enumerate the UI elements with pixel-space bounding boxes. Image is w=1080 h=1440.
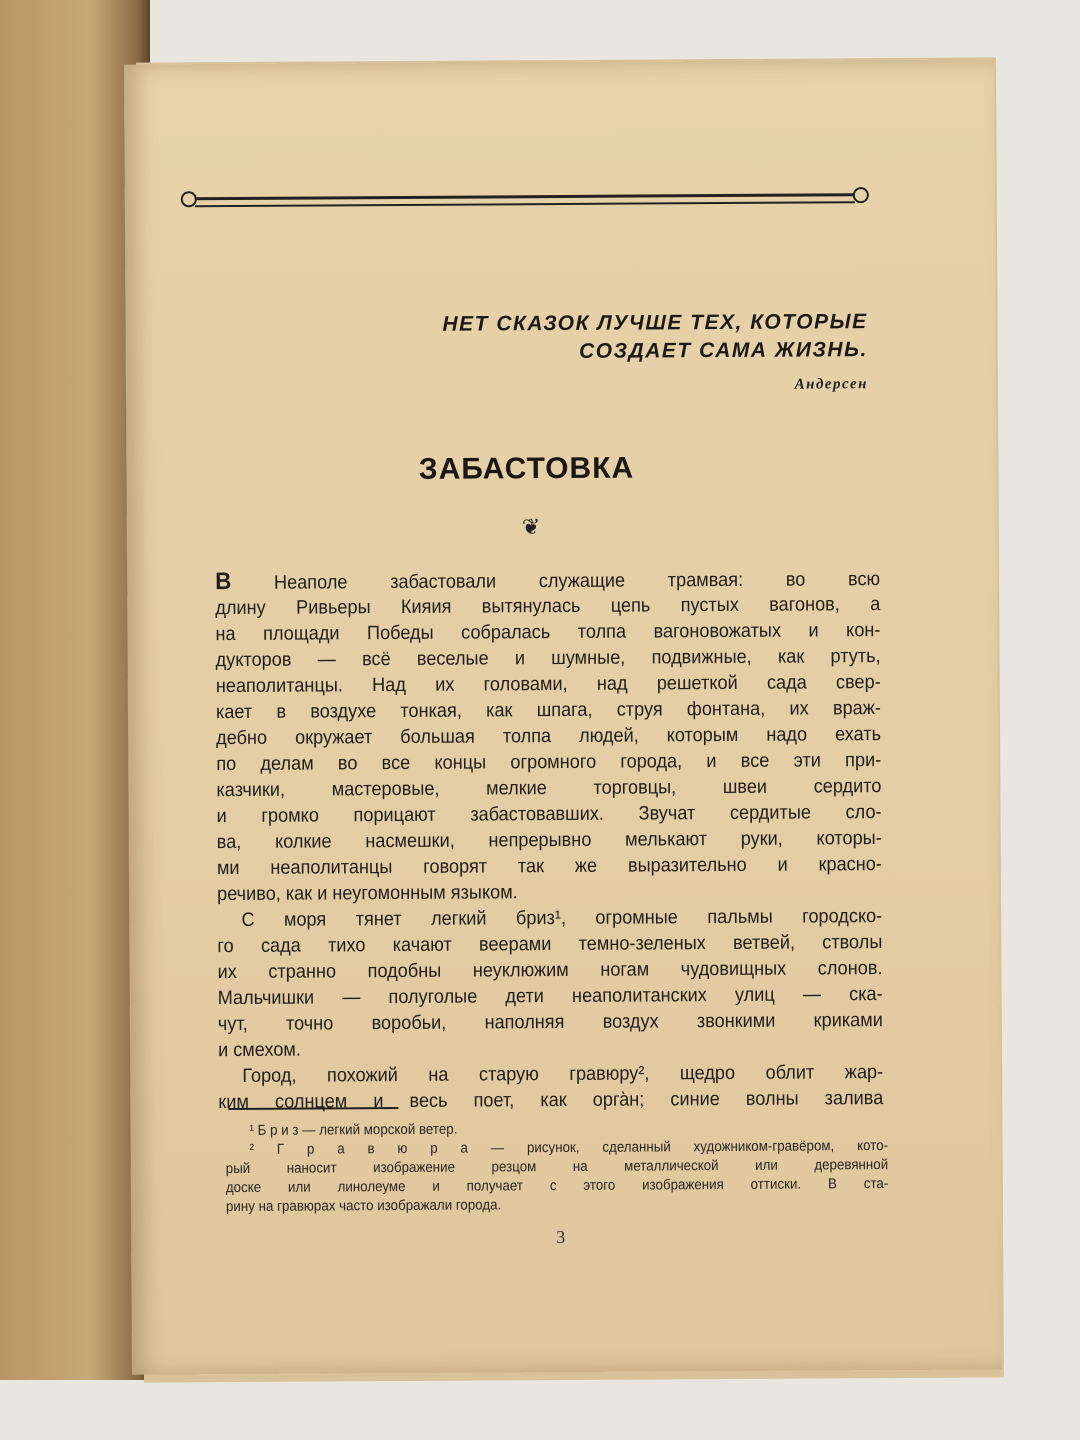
footnotes [225, 1118, 889, 1217]
text-line: дебно окружает большая толпа людей, которым надо ехать [216, 723, 882, 750]
text-line: по делам во все концы огромного города, и все эти при- [216, 749, 882, 776]
text-line: ким солнцем и весь поет, как орга̀н; синие волны залива [218, 1087, 884, 1114]
text-line: чут, точно воробьи, наполняя воздух звонкими криками [217, 1009, 883, 1036]
text-line: Город, похожий на старую гравюру², щедро облит жар- [242, 1061, 884, 1087]
epigraph-line: НЕТ СКАЗОК ЛУЧШЕ ТЕХ, КОТОРЫЕ [442, 310, 868, 336]
text-line: их странно подобны неуклюжим ногам чудовищных слонов. [217, 957, 883, 984]
drop-cap: В [215, 568, 232, 596]
text-line: казчики, мастеровые, мелкие торговцы, швеи сердито [216, 775, 882, 802]
text-line: на площади Победы собралась толпа вагоновожатых и кон- [215, 619, 881, 646]
epigraph-line: СОЗДАЕТ САМА ЖИЗНЬ. [578, 338, 868, 363]
text-line: ми неаполитанцы говорят так же выразительно и красно- [216, 853, 882, 880]
text-line: Мальчишки — полуголые дети неаполитанских улиц — ска- [217, 983, 883, 1010]
text-line: длину Ривьеры Кияия вытянулась цепь пустых вагонов, а [215, 593, 881, 620]
footnote-line: ¹ Б р и з — легкий морской ветер. [249, 1121, 458, 1139]
footnote-line: доске или линолеуме и получает с этого изображения оттиски. В ста- [225, 1176, 889, 1197]
fleuron-ornament-icon: ❦ [521, 514, 541, 540]
footnote-line: ² Г р а в ю р а — рисунок, сделанный художником-гравёром, кото- [249, 1138, 889, 1158]
body-text [215, 565, 884, 1115]
chapter-title: ЗАБАСТОВКА [418, 451, 635, 486]
footnote-line: рый наносит изображение резцом на металлической или деревянной [225, 1157, 889, 1178]
epigraph [442, 308, 867, 367]
text-line: и громко порицают забастовавших. Звучат сердитые сло- [216, 801, 882, 828]
text-line: дукторов — всё веселые и шумные, подвижные, как ртуть, [215, 645, 881, 672]
book-page [124, 59, 1002, 1374]
text-line: ва, колкие насмешки, непрерывно мелькают руки, которы- [216, 827, 882, 854]
decorative-rule [195, 193, 855, 207]
epigraph-author: Андерсен [794, 376, 869, 393]
page-number: 3 [556, 1226, 566, 1248]
footnote-line: рину на гравюрах часто изображали города. [225, 1197, 502, 1216]
text-line: го сада тихо качают веерами темно-зеленых ветвей, стволы [217, 931, 883, 958]
text-line: С моря тянет легкий бриз¹, огромные пальмы городско- [241, 905, 883, 931]
text-line: речиво, как и неугомонным языком. [217, 881, 518, 906]
text-line: и смехом. [217, 1038, 301, 1062]
text-line: кает в воздухе тонкая, как шпага, струя фонтана, их враж- [215, 697, 881, 724]
text-line: В Неаполе забастовали служащие трамвая: во всю [215, 568, 881, 596]
text-line: неаполитанцы. Над их головами, над решеткой сада свер- [215, 671, 881, 698]
